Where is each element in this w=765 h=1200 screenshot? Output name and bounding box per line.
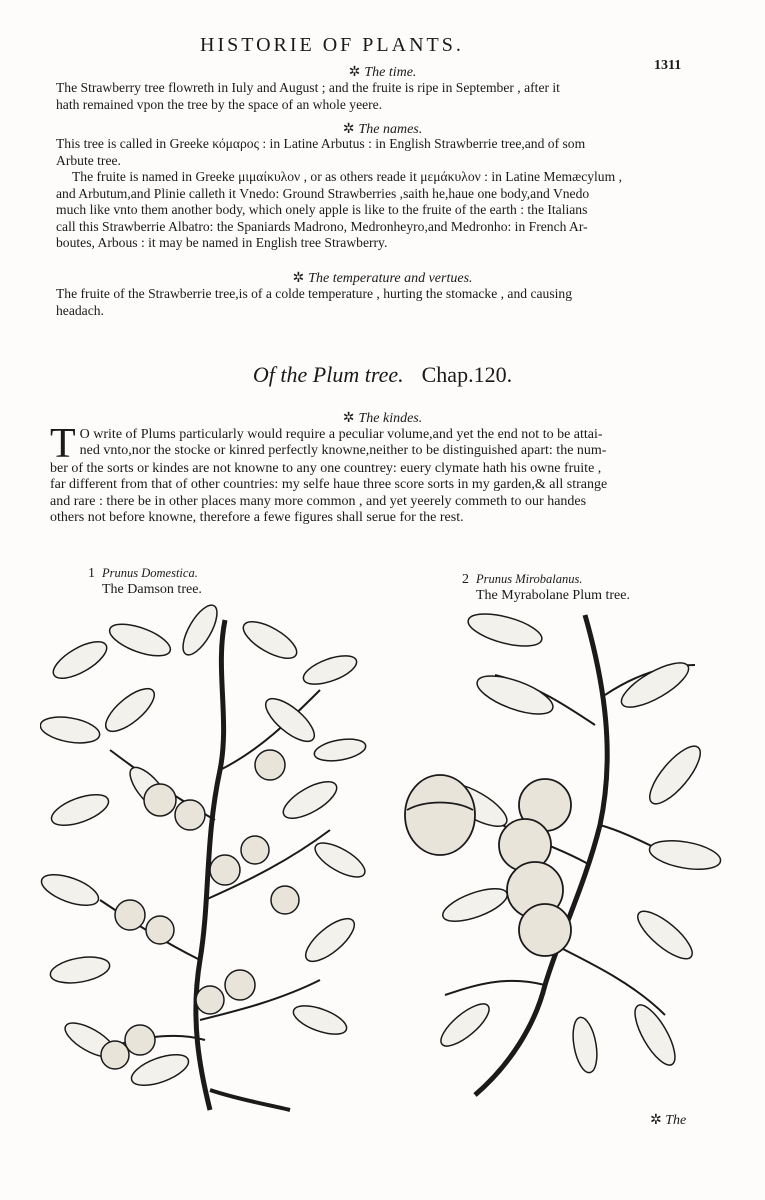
figure-latin-name: Prunus Domestica. — [102, 566, 198, 580]
text-line: ned vnto,nor the stocke or kinred perfectly knowne,neither to be distinguished apart: the num- — [79, 443, 607, 459]
figure-number: 1 — [88, 566, 95, 581]
text-line: headach. — [56, 302, 104, 318]
damson-tree-woodcut — [40, 600, 370, 1120]
text-line: far different from that of other countries: my selfe haue three score sorts in my garden,& all strange — [50, 477, 608, 493]
text-line: hath remained vpon the tree by the space of an whole yeere. — [56, 96, 383, 112]
text-line: and Arbutum,and Plinie calleth it Vnedo: Ground Strawberries ,saith he,haue one body,and Vnedo — [56, 185, 590, 201]
figure-english-name: The Myrabolane Plum tree. — [476, 588, 630, 603]
figure-caption-2 — [462, 572, 630, 604]
catchword: ✲ The — [650, 1113, 687, 1128]
asterism-icon: ✲ — [292, 271, 305, 286]
section-heading-time: ✲ The time. — [348, 65, 417, 80]
section-heading-names: ✲ The names. — [342, 122, 423, 137]
figure-number: 2 — [462, 572, 469, 587]
chapter-title — [0, 362, 765, 388]
section-heading-kindes: ✲ The kindes. — [342, 411, 423, 426]
myrabolane-plum-woodcut — [395, 605, 725, 1105]
text-line: This tree is called in Greeke κόμαρος : in Latine Arbutus : in English Strawberrie tree,and of som — [56, 136, 586, 151]
text-line: The Strawberry tree flowreth in Iuly and August ; and the fruite is ripe in September , after it — [56, 80, 560, 95]
chapter-name: Of the Plum tree. — [252, 362, 404, 387]
asterism-icon: ✲ — [342, 122, 355, 137]
text-line: O write of Plums particularly would require a peculiar volume,and yet the end not to be attai- — [79, 427, 603, 442]
asterism-icon: ✲ — [342, 411, 355, 426]
page-number: 1311 — [654, 58, 682, 73]
paragraph-temperature — [56, 286, 716, 319]
text-line: The fruite is named in Greeke μιμαίκυλον , or as others reade it μεμάκυλον : in Latine Memæcylum , — [72, 169, 622, 184]
figure-caption-1 — [88, 566, 202, 598]
drop-capital: T — [50, 421, 76, 467]
text-line: The fruite of the Strawberrie tree,is of a colde temperature , hurting the stomacke , and causing — [56, 286, 572, 301]
paragraph-names — [56, 136, 716, 252]
paragraph-time — [56, 80, 716, 113]
text-line: ber of the sorts or kindes are not knowne to any one countrey: euery clymate hath his owne fruite , — [50, 461, 602, 476]
asterism-icon: ✲ — [348, 65, 361, 80]
text-line: and rare : there be in other places many more common , and yet yeerely commeth to our handes — [50, 493, 587, 509]
asterism-icon: ✲ — [650, 1113, 666, 1128]
text-line: call this Strawberrie Albatro: the Spaniards Madrono, Medronheyro,and Medronho: in French Ar- — [56, 218, 588, 234]
figure-latin-name: Prunus Mirobalanus. — [476, 572, 583, 586]
text-line: Arbute tree. — [56, 152, 121, 168]
text-line: boutes, Arbous : it may be named in English tree Strawberry. — [56, 235, 388, 250]
section-heading-temperature: ✲ The temperature and vertues. — [292, 271, 473, 286]
text-line: others not before knowne, therefore a fewe figures shall serue for the rest. — [50, 510, 464, 526]
text-line: much like vnto them another body, which onely apple is like to the fruite of the earth : the Italians — [56, 202, 588, 217]
running-title: HISTORIE OF PLANTS. — [200, 34, 464, 56]
chapter-number: Chap.120. — [421, 362, 513, 387]
figure-english-name: The Damson tree. — [102, 582, 202, 597]
paragraph-kindes — [50, 421, 730, 527]
